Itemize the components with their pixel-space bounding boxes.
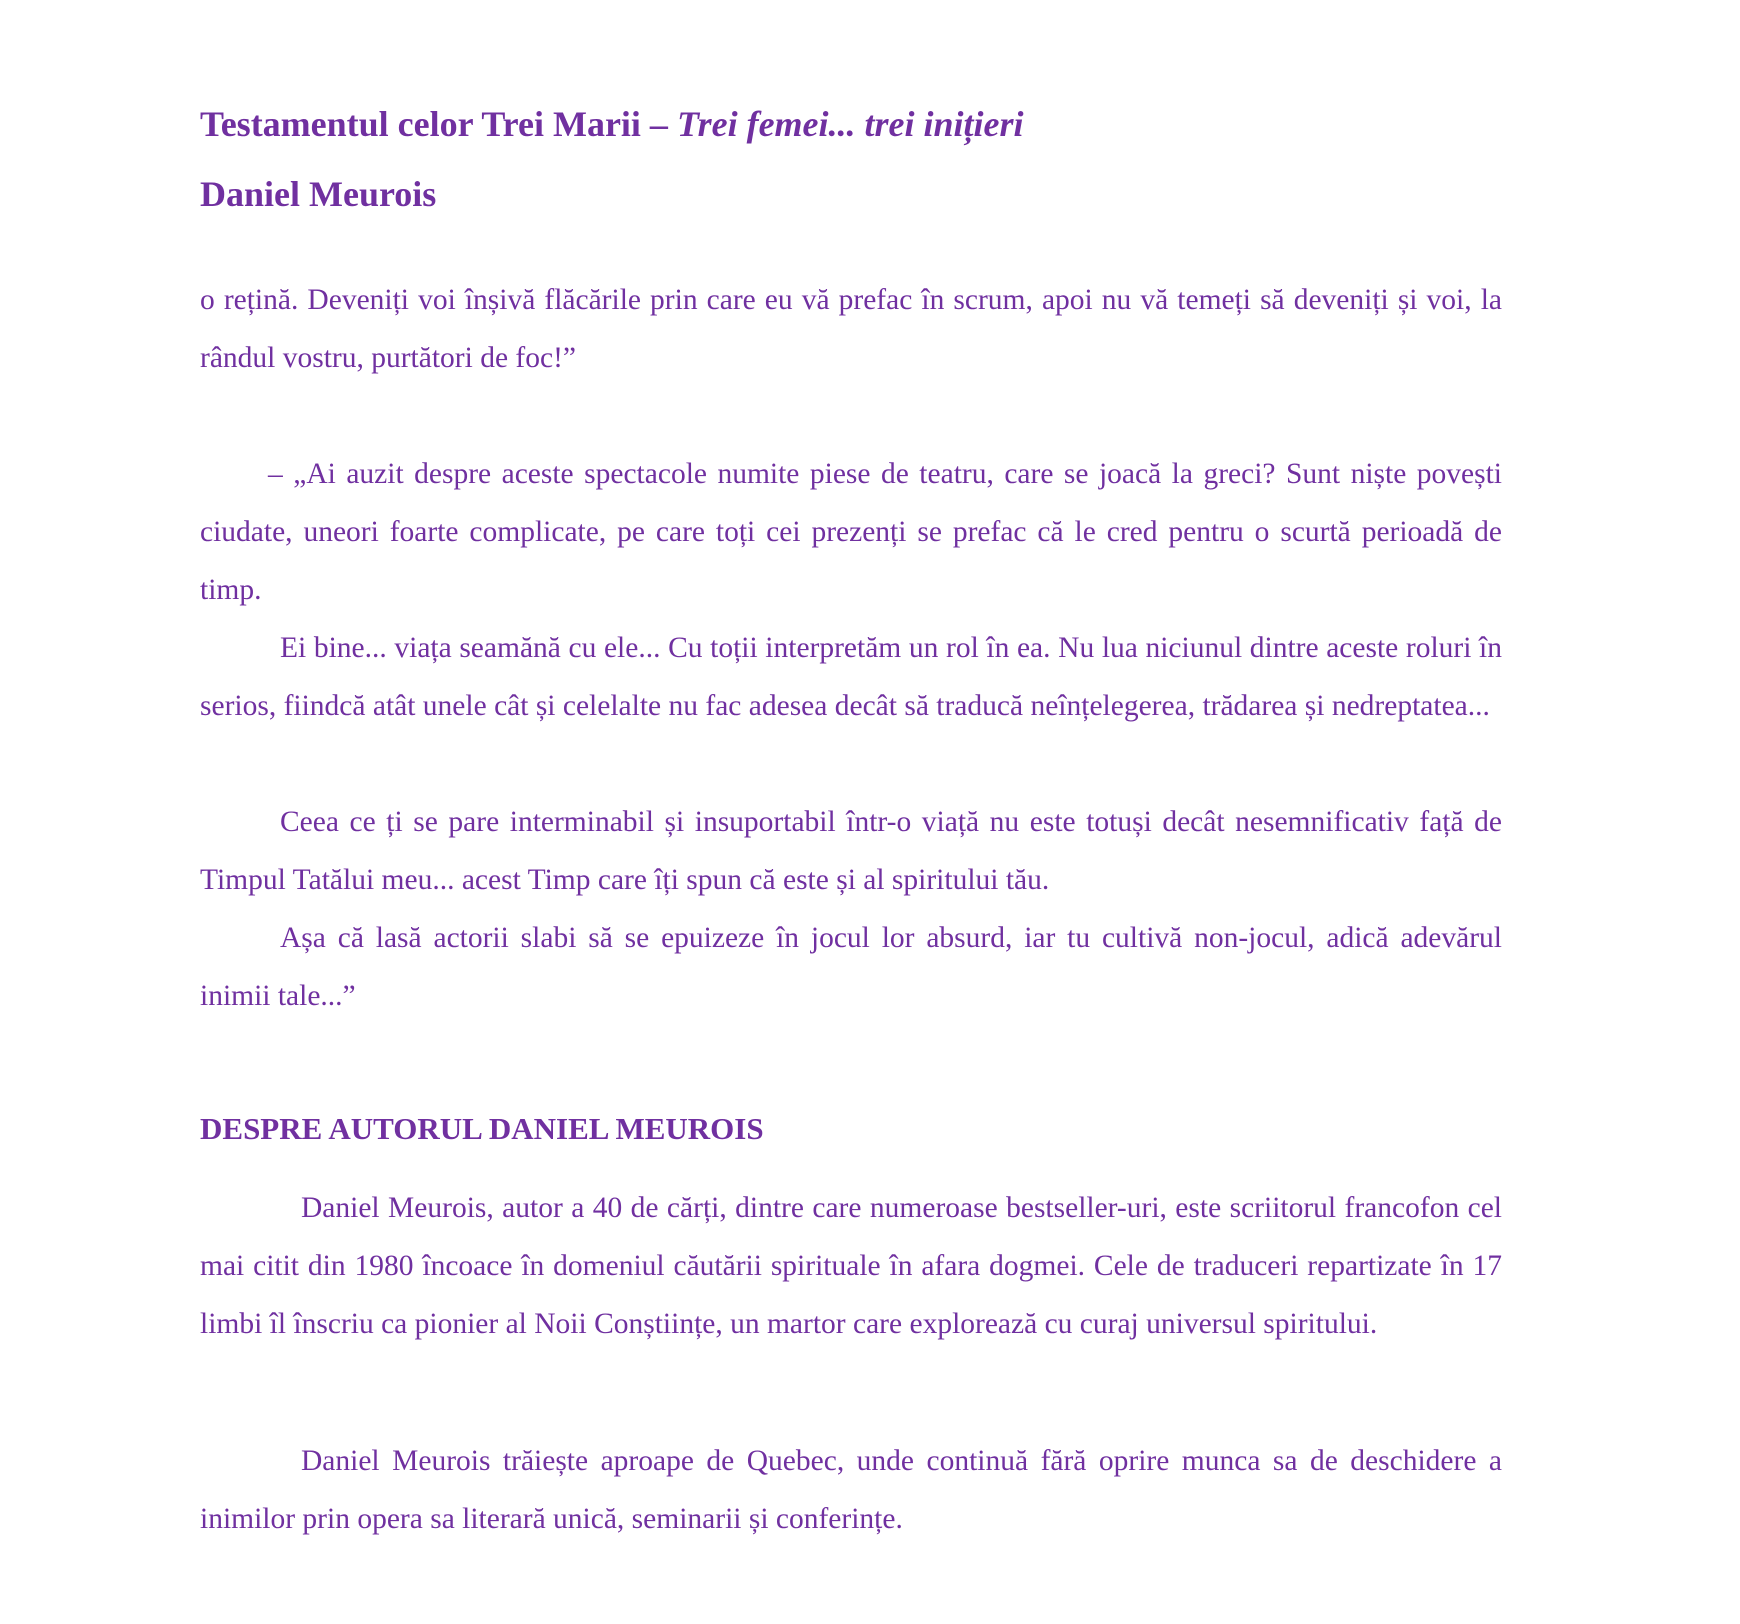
paragraph-2: – „Ai auzit despre aceste spectacole numite piese de teatru, care se joacă la greci? Sunt niște povești ciudate, uneori foarte complicate, pe care toți cei prezenți se prefac că le cred pentru o scurtă perioadă de timp. xyxy=(200,458,1502,606)
book-subtitle: Trei femei... trei inițieri xyxy=(676,104,1024,144)
section-heading-about-author: DESPRE AUTORUL DANIEL MEUROIS xyxy=(200,1111,764,1146)
author-name: Daniel Meurois xyxy=(200,174,437,214)
paragraph-4: Ceea ce ți se pare interminabil și insuportabil într-o viață nu este totuși decât nesemnificativ față de Timpul Tatălui meu... acest Timp care îți spun că este și al spiritului tău. xyxy=(200,806,1502,896)
paragraph-1: o rețină. Deveniți voi înșivă flăcările prin care eu vă prefac în scrum, apoi nu vă temeți să deveniți și voi, la rândul vostru, purtători de foc!” xyxy=(200,284,1502,374)
about-paragraph-1: Daniel Meurois, autor a 40 de cărți, dintre care numeroase bestseller-uri, este scriitorul francofon cel mai citit din 1980 încoace în domeniul căutării spirituale în afara dogmei. Cele de traduceri repartizate în 17 limbi îl înscriu ca pionier al Noii Conștiințe, un martor care explorează cu curaj universul spiritului. xyxy=(200,1192,1502,1340)
paragraph-5: Așa că lasă actorii slabi să se epuizeze în jocul lor absurd, iar tu cultivă non-jocul, adică adevărul inimii tale...” xyxy=(200,922,1502,1012)
about-paragraph-2: Daniel Meurois trăiește aproape de Quebec, unde continuă fără oprire munca sa de deschidere a inimilor prin opera sa literară unică, seminarii și conferințe. xyxy=(200,1445,1502,1535)
book-title-main: Testamentul celor Trei Marii – xyxy=(200,104,668,144)
book-title xyxy=(200,98,1024,150)
paragraph-3: Ei bine... viața seamănă cu ele... Cu toții interpretăm un rol în ea. Nu lua niciunul dintre aceste roluri în serios, fiindcă atât unele cât și celelalte nu fac adesea decât să traducă neînțelegerea, trădarea și nedreptatea... xyxy=(200,632,1502,722)
